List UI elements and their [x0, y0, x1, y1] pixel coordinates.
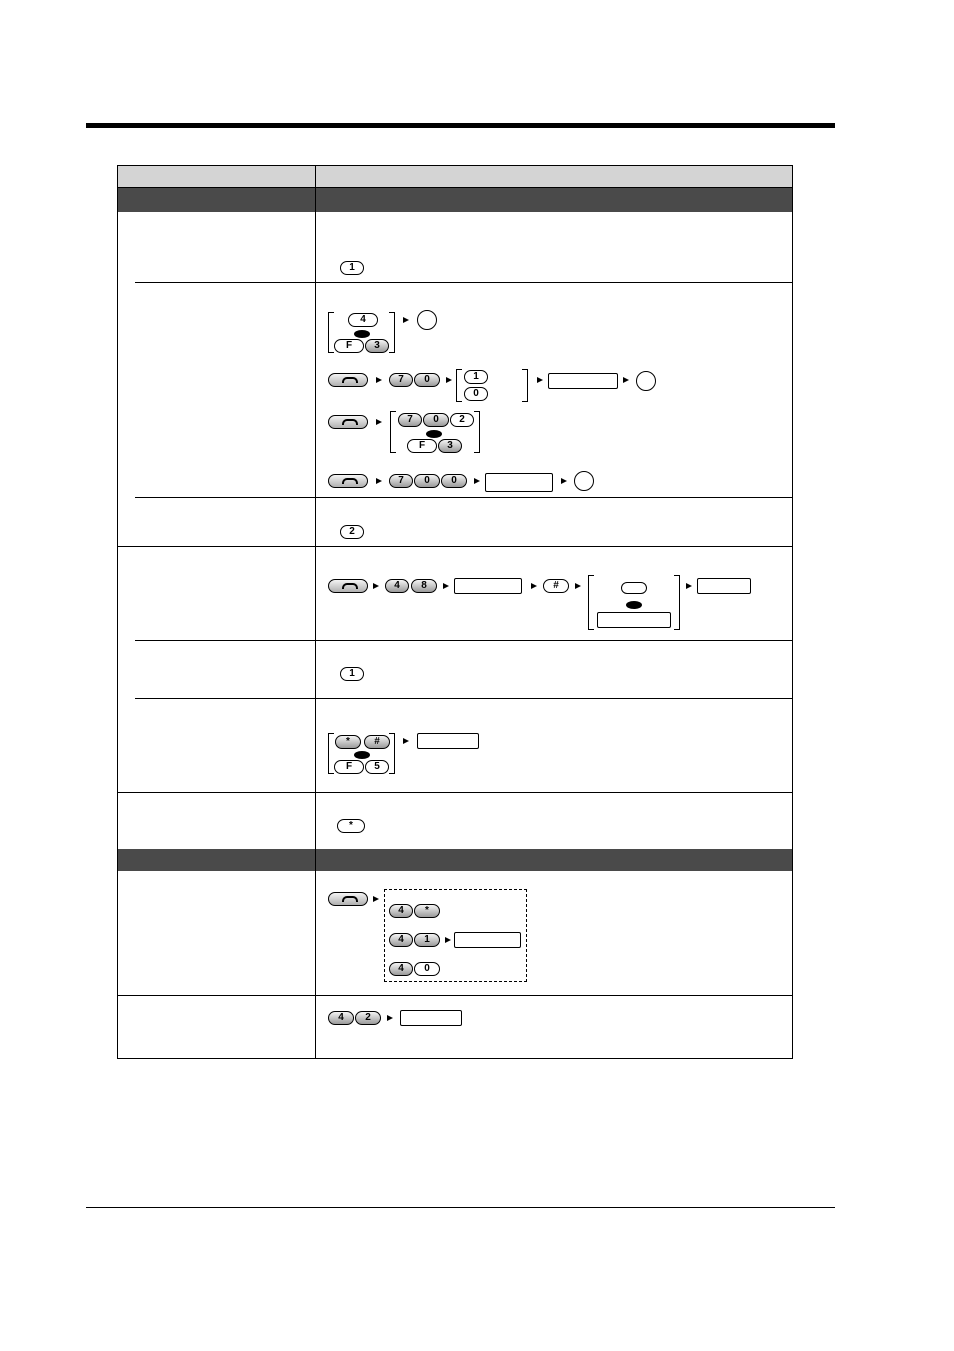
dial-key-0: 0	[414, 474, 440, 488]
handset-icon	[328, 579, 368, 593]
bracket-right	[522, 369, 528, 402]
function-key-f: F	[334, 339, 364, 353]
dial-key-1: 1	[464, 370, 488, 384]
dial-key-2: 2	[340, 525, 364, 539]
input-box	[400, 1010, 462, 1026]
step-arrow	[373, 896, 379, 902]
top-rule	[86, 123, 835, 128]
dial-key-0: 0	[414, 373, 440, 387]
button-circle	[417, 310, 437, 330]
handset-icon	[328, 415, 368, 429]
bracket-right	[674, 575, 680, 630]
button-circle	[636, 371, 656, 391]
step-arrow	[376, 478, 382, 484]
dial-key-3: 3	[365, 339, 389, 353]
step-arrow	[623, 377, 629, 383]
dial-key-8: 8	[411, 579, 437, 593]
blank-key	[621, 582, 647, 594]
function-key-f: F	[407, 439, 437, 453]
dial-key-1: 1	[340, 261, 364, 275]
or-separator	[626, 601, 642, 609]
dial-key-0: 0	[464, 387, 488, 401]
input-box	[485, 473, 553, 492]
bracket-left	[456, 369, 462, 402]
bottom-rule	[86, 1207, 835, 1208]
dial-key-0: 0	[423, 413, 449, 427]
step-arrow	[686, 583, 692, 589]
step-arrow	[561, 478, 567, 484]
dial-key-4: 4	[348, 313, 378, 327]
step-arrow	[446, 377, 452, 383]
step-arrow	[403, 317, 409, 323]
or-separator	[354, 330, 370, 338]
bracket-right	[389, 312, 395, 353]
input-box	[548, 373, 618, 389]
step-arrow	[376, 419, 382, 425]
handset-icon	[328, 892, 368, 906]
bracket-left	[588, 575, 594, 630]
dial-key-7: 7	[398, 413, 422, 427]
dial-key-7: 7	[389, 373, 413, 387]
handset-icon	[328, 373, 368, 387]
step-arrow	[376, 377, 382, 383]
dial-key-4: 4	[328, 1011, 354, 1025]
star-key: *	[414, 904, 440, 918]
dial-key-1: 1	[340, 667, 364, 681]
input-box	[454, 932, 521, 948]
row-divider	[118, 995, 792, 996]
dial-key-2: 2	[450, 413, 474, 427]
step-arrow	[403, 738, 409, 744]
or-separator	[426, 430, 442, 438]
button-circle	[574, 471, 594, 491]
hash-key: #	[364, 735, 390, 749]
step-arrow	[537, 377, 543, 383]
input-box	[417, 733, 479, 749]
hash-key: #	[543, 579, 569, 593]
dial-key-0: 0	[414, 962, 440, 976]
step-arrow	[575, 583, 581, 589]
step-arrow	[474, 478, 480, 484]
star-key: *	[335, 735, 361, 749]
column-divider	[315, 166, 316, 1058]
row-divider	[118, 546, 792, 547]
row-divider	[135, 698, 792, 699]
section-band-1	[118, 188, 792, 212]
dial-key-3: 3	[438, 439, 462, 453]
bracket-right	[474, 411, 480, 453]
row-divider	[135, 282, 792, 283]
dial-key-4: 4	[385, 579, 409, 593]
dial-key-0: 0	[441, 474, 467, 488]
step-arrow	[443, 583, 449, 589]
dial-key-5: 5	[365, 760, 389, 774]
dial-key-4: 4	[389, 904, 413, 918]
row-divider	[118, 792, 792, 793]
input-box	[454, 578, 522, 594]
handset-icon	[328, 474, 368, 488]
table-header-row	[118, 166, 792, 188]
bracket-left	[390, 411, 396, 453]
bracket-right	[389, 733, 395, 774]
step-arrow	[531, 583, 537, 589]
function-key-f: F	[334, 760, 364, 774]
section-band-2	[118, 849, 792, 871]
step-arrow	[445, 937, 451, 943]
step-arrow	[387, 1015, 393, 1021]
star-key: *	[337, 819, 365, 833]
dial-key-7: 7	[389, 474, 413, 488]
dial-key-1: 1	[414, 933, 440, 947]
input-box	[697, 578, 751, 594]
row-divider	[135, 497, 792, 498]
input-box	[597, 612, 671, 628]
dial-key-4: 4	[389, 962, 413, 976]
step-arrow	[373, 583, 379, 589]
dial-key-4: 4	[389, 933, 413, 947]
row-divider	[135, 640, 792, 641]
dial-key-2: 2	[355, 1011, 381, 1025]
or-separator	[354, 751, 370, 759]
